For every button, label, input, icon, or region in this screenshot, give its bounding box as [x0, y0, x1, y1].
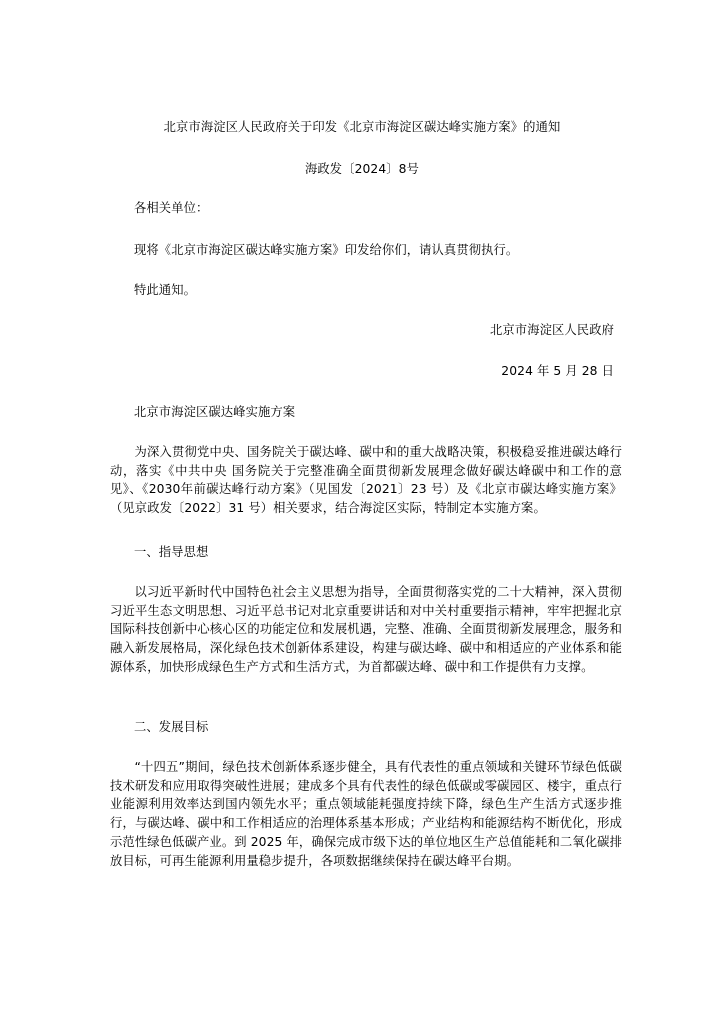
document-number: 海政发〔2024〕8号 [305, 162, 419, 176]
section-body-development-goals: “十四五”期间，绿色技术创新体系逐步健全，具有代表性的重点领域和关键环节绿色低碳技术研发和应用取得突破性进展；建成多个具有代表性的绿色低碳或零碳园区、楼宇，重点行业能源利用效率达到国内领先水平；重点领域能耗强度持续下降，绿色生产生活方式逐步推行，与碳达峰、碳中和工作相适应的治理体系基本形成；产业结构和能源结构不断优化，形成示范性绿色低碳产业。到 2025 年，确保完成市级下达的单位地区生产总值能耗和二氧化碳排放目标，可再生能源利用量稳步提升，各项数据继续保持在碳达峰平台期。 [110, 760, 622, 868]
issue-date: 2024 年 5 月 28 日 [501, 364, 614, 378]
section-heading-guiding-ideology: 一、指导思想 [134, 545, 209, 559]
issuer-name: 北京市海淀区人民政府 [490, 323, 614, 337]
closing-text: 特此通知。 [134, 283, 196, 297]
plan-title: 北京市海淀区碳达峰实施方案 [134, 405, 296, 419]
plan-introduction: 为深入贯彻党中央、国务院关于碳达峰、碳中和的重大战略决策，积极稳妥推进碳达峰行动，落实《中共中央 国务院关于完整准确全面贯彻新发展理念做好碳达峰碳中和工作的意见》、《2030年前碳达峰行动方案》（见国发〔2021〕23 号）及《北京市碳达峰实施方案》（见京政发〔2022〕31 号）相关要求，结合海淀区实际，特制定本实施方案。 [110, 445, 622, 516]
notice-body: 现将《北京市海淀区碳达峰实施方案》印发给你们，请认真贯彻执行。 [134, 243, 519, 257]
addressee: 各相关单位： [134, 201, 209, 215]
section-body-guiding-ideology: 以习近平新时代中国特色社会主义思想为指导，全面贯彻落实党的二十大精神，深入贯彻习近平生态文明思想、习近平总书记对北京重要讲话和对中关村重要指示精神，牢牢把握北京国际科技创新中心核心区的功能定位和发展机遇，完整、准确、全面贯彻新发展理念，服务和融入新发展格局，深化绿色技术创新体系建设，构建与碳达峰、碳中和相适应的产业体系和能源体系，加快形成绿色生产方式和生活方式，为首都碳达峰、碳中和工作提供有力支撑。 [110, 585, 622, 674]
section-heading-development-goals: 二、发展目标 [134, 720, 209, 734]
notice-title: 北京市海淀区人民政府关于印发《北京市海淀区碳达峰实施方案》的通知 [163, 120, 561, 134]
